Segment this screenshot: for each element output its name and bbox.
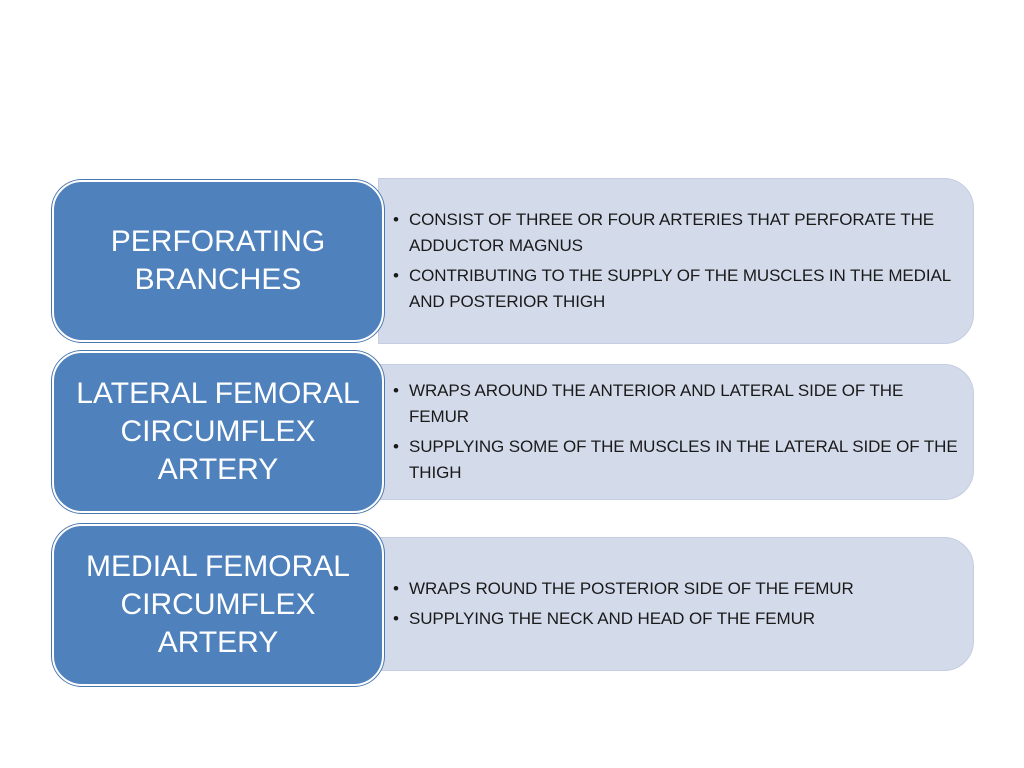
header-title: PERFORATING BRANCHES [110,225,326,296]
bullet-item: • WRAPS AROUND THE ANTERIOR AND LATERAL SIDE OF THE FEMUR [393,378,961,430]
header-box-medial-femoral-circumflex [52,524,384,686]
detail-box-medial-femoral-circumflex [378,537,974,671]
bullet-item: • SUPPLYING THE NECK AND HEAD OF THE FEMUR [393,606,961,632]
bullet-item: • SUPPLYING SOME OF THE MUSCLES IN THE LATERAL SIDE OF THE THIGH [393,434,961,486]
header-title: LATERAL FEMORAL CIRCUMFLEX ARTERY [76,377,360,486]
detail-box-lateral-femoral-circumflex [378,364,974,500]
header-title: MEDIAL FEMORAL CIRCUMFLEX ARTERY [86,550,350,659]
bullet-item: • CONSIST OF THREE OR FOUR ARTERIES THAT PERFORATE THE ADDUCTOR MAGNUS [393,207,961,259]
bullet-list [393,207,961,315]
bullet-list [393,576,961,632]
header-box-perforating-branches [52,180,384,342]
bullet-item: • CONTRIBUTING TO THE SUPPLY OF THE MUSCLES IN THE MEDIAL AND POSTERIOR THIGH [393,263,961,315]
bullet-item: • WRAPS ROUND THE POSTERIOR SIDE OF THE FEMUR [393,576,961,602]
header-box-lateral-femoral-circumflex [52,351,384,513]
detail-box-perforating-branches [378,178,974,344]
bullet-list [393,378,961,486]
